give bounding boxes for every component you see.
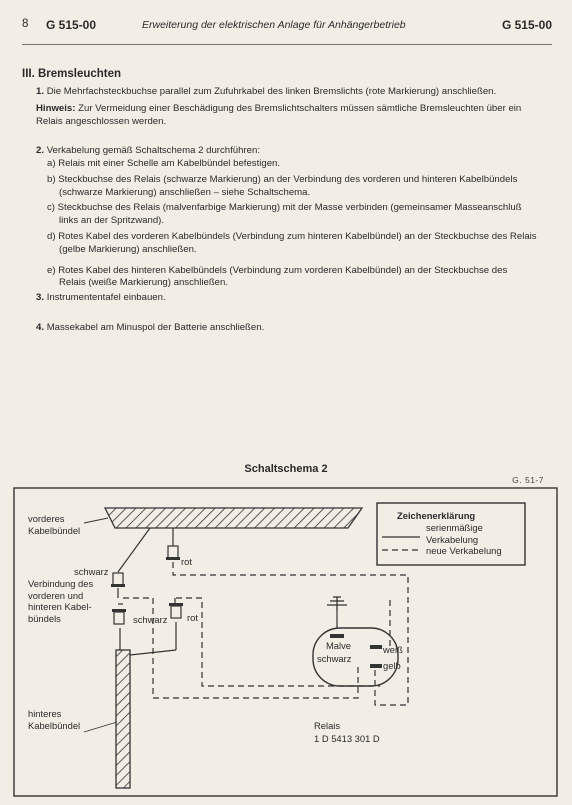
document-code: G 515-00: [46, 18, 97, 32]
label-line: vorderen und: [28, 589, 84, 601]
ground-icon: [327, 597, 347, 610]
label-rear-harness: [28, 708, 80, 731]
substep-b-line-2: (schwarze Markierung) anschließen – siehe Schaltschema.: [59, 186, 311, 198]
substep-c-line-2: links an der Spritzwand).: [59, 215, 165, 227]
substep-a: a) Relais mit einer Schelle am Kabelbündel befestigen.: [47, 158, 281, 169]
legend-serial-line-2: Verkabelung: [426, 533, 479, 545]
hint-label: Hinweis:: [36, 103, 76, 114]
label-line: Kabelbündel: [28, 719, 81, 731]
step-number: 3.: [36, 292, 45, 303]
section-title: III. Bremsleuchten: [22, 68, 122, 80]
step-number: 4.: [36, 322, 45, 333]
label-connection: [28, 578, 93, 624]
hint-text-line-2: Relais angeschlossen werden.: [36, 115, 167, 127]
front-harness: [105, 508, 362, 528]
connector-rot-mid: [171, 606, 181, 618]
leader-rear-harness: [84, 722, 117, 732]
label-schwarz: schwarz: [74, 566, 109, 577]
step-text: Massekabel am Minuspol der Batterie anschließen.: [46, 322, 265, 333]
connector-schwarz: [113, 573, 123, 585]
figure-reference: G. 51-7: [512, 475, 544, 485]
substep-d-line-2: (gelbe Markierung) anschließen.: [59, 243, 197, 255]
label-line: vorderes: [28, 513, 65, 524]
label-gelb: gelb: [383, 660, 401, 671]
page-number: 8: [22, 18, 29, 30]
connector-rot-top: [168, 546, 178, 558]
label-line: bündels: [28, 612, 61, 624]
label-line: hinteren Kabel-: [28, 601, 92, 612]
substep-e-line-1: e) Rotes Kabel des hinteren Kabelbündels (Verbindung zum vorderen Kabelbündel) an der Steckbuchse des: [47, 264, 508, 276]
serial-wiring: [118, 528, 337, 655]
connector-schwarz-mid: [114, 612, 124, 624]
label-relais: Relais: [314, 720, 341, 731]
label-weiss: weiß: [383, 644, 403, 655]
rear-harness: [116, 650, 130, 788]
label-relais-number: 1 D 5413 301 D: [314, 733, 380, 744]
step-number: 1.: [36, 86, 45, 97]
substep-b-line-1: b) Steckbuchse des Relais (schwarze Markierung) an der Verbindung des vorderen und hinteren Kabelbündels: [47, 173, 518, 185]
label-front-harness: [28, 513, 80, 536]
step-text: Instrumententafel einbauen.: [46, 292, 166, 303]
legend-new: neue Verkabelung: [426, 545, 502, 556]
leader-front-harness: [84, 518, 108, 523]
label-malve: Malve: [326, 640, 352, 651]
label-rot-mid: rot: [187, 612, 198, 623]
document-title: Erweiterung der elektrischen Anlage für Anhängerbetrieb: [142, 19, 406, 31]
legend-serial-line-1: serienmäßige: [426, 522, 483, 533]
substep-e-line-2: Relais (weiße Markierung) anschließen.: [59, 277, 229, 289]
substep-c-line-1: c) Steckbuchse des Relais (malvenfarbige Markierung) mit der Masse verbinden (gemeinsamer Masseanschluß: [47, 202, 522, 214]
substep-d-line-1: d) Rotes Kabel des vorderen Kabelbündels (Verbindung zum hinteren Kabelbündel) an der Steckbuchse des Relais: [47, 230, 537, 242]
label-schwarz-relay: schwarz: [317, 653, 352, 664]
new-wiring: [118, 562, 408, 705]
label-schwarz-mid: schwarz: [133, 614, 168, 625]
label-line: hinteres: [28, 708, 62, 719]
label-line: Verbindung des: [28, 578, 94, 589]
hint-text-line-1: Zur Vermeidung einer Beschädigung des Bremslichtschalters müssen sämtliche Bremsleuchten über ein: [78, 103, 522, 114]
label-rot-top: rot: [181, 556, 192, 567]
diagram-caption: Schaltschema 2: [244, 463, 328, 475]
document-code-right: G 515-00: [501, 18, 552, 32]
label-line: Kabelbündel: [28, 524, 81, 536]
step-text: Verkabelung gemäß Schaltschema 2 durchführen:: [46, 145, 261, 156]
legend-serial: [426, 522, 483, 545]
legend-title: Zeichenerklärung: [397, 510, 476, 521]
step-text: Die Mehrfachsteckbuchse parallel zum Zufuhrkabel des linken Bremslichts (rote Markierung) anschließen.: [46, 86, 497, 97]
step-number: 2.: [36, 145, 45, 156]
